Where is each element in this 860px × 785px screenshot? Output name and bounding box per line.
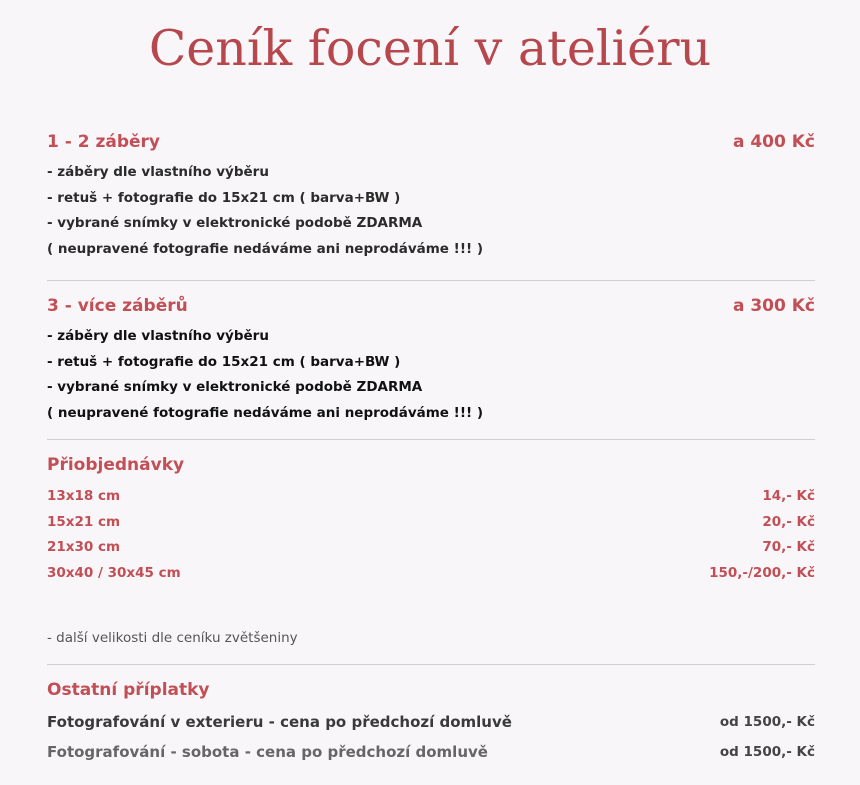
package-price: a 300 Kč: [732, 296, 815, 316]
package-line: - záběry dle vlastního výběru: [47, 164, 269, 180]
surcharge-description: Fotografování - sobota - cena po předchozí domluvě: [47, 743, 488, 761]
surcharges-title: Ostatní příplatky: [47, 680, 210, 700]
surcharge-price: od 1500,- Kč: [719, 714, 815, 730]
package-price: a 400 Kč: [732, 132, 815, 152]
divider: [47, 664, 815, 665]
package-line: - vybrané snímky v elektronické podobě ZDARMA: [47, 215, 423, 231]
divider: [47, 280, 815, 281]
surcharge-row: [47, 708, 815, 736]
print-price: 70,- Kč: [762, 539, 815, 555]
package-line: - retuš + fotografie do 15x21 cm ( barva+BW ): [47, 189, 401, 206]
divider: [47, 439, 815, 440]
surcharge-price: od 1500,- Kč: [719, 744, 815, 760]
package-line: ( neupravené fotografie nedáváme ani neprodáváme !!! ): [47, 404, 484, 421]
print-size: 15x21 cm: [47, 514, 121, 530]
print-price: 14,- Kč: [762, 488, 815, 504]
package-line: - retuš + fotografie do 15x21 cm ( barva+BW ): [47, 353, 401, 370]
reorders-title: Přiobjednávky: [47, 455, 185, 475]
print-price-row: [47, 510, 815, 535]
package-2: [47, 294, 815, 426]
package-name: 1 - 2 záběry: [47, 132, 160, 152]
package-line: - vybrané snímky v elektronické podobě ZDARMA: [47, 379, 423, 395]
print-size: 13x18 cm: [47, 488, 121, 504]
package-1: [47, 130, 815, 262]
print-size: 21x30 cm: [47, 539, 121, 555]
package-name: 3 - více záběrů: [47, 296, 188, 316]
print-price: 20,- Kč: [762, 514, 815, 530]
page-title: Ceník focení v ateliéru: [148, 20, 712, 77]
reorders-note: - další velikosti dle ceníku zvětšeniny: [47, 630, 298, 646]
surcharge-row: [47, 738, 815, 766]
print-price-row: [47, 484, 815, 509]
package-line: ( neupravené fotografie nedáváme ani neprodáváme !!! ): [47, 240, 484, 257]
surcharge-description: Fotografování v exterieru - cena po předchozí domluvě: [47, 713, 512, 731]
print-price: 150,-/200,- Kč: [709, 565, 815, 581]
package-line: - záběry dle vlastního výběru: [47, 328, 269, 344]
print-price-row: [47, 561, 815, 586]
print-size: 30x40 / 30x45 cm: [47, 565, 181, 581]
print-price-row: [47, 535, 815, 560]
